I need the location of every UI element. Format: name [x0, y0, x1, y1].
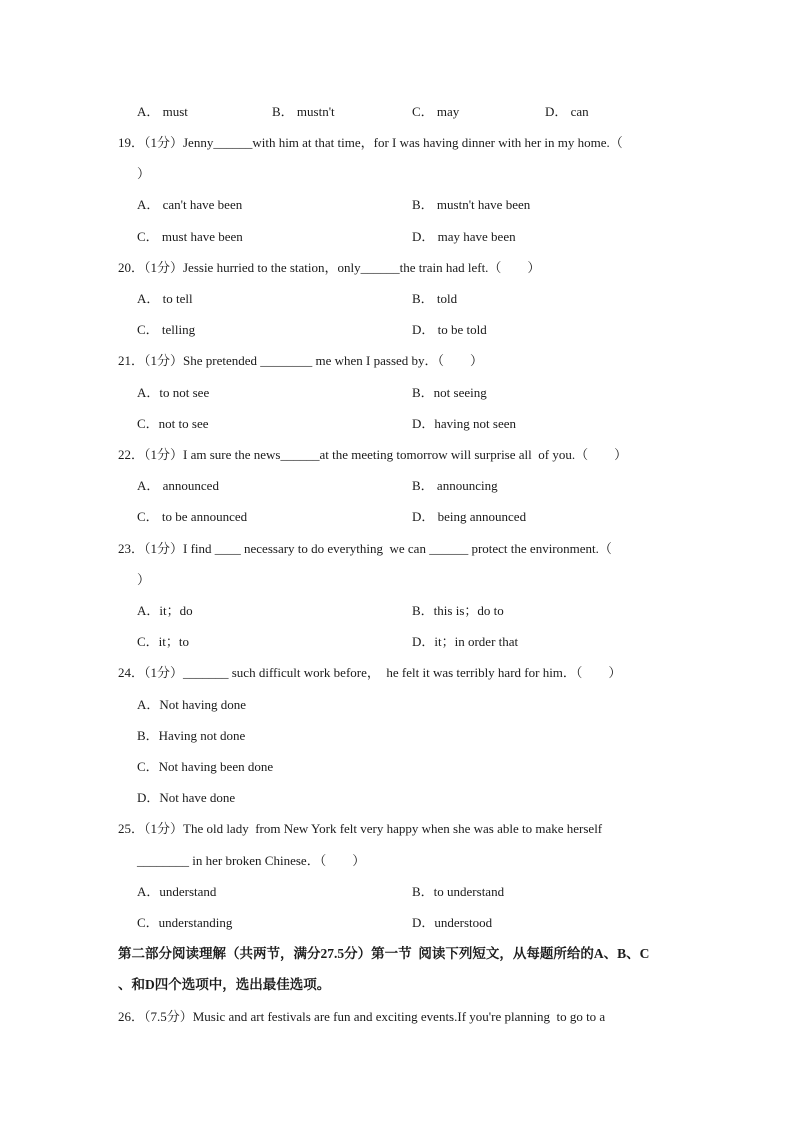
option-d: D． to be told [412, 322, 487, 337]
option-a: A．understand [137, 884, 217, 899]
option-b: B． told [412, 291, 458, 306]
option-d: D．Not have done [137, 790, 236, 805]
option-d: D． can [545, 104, 589, 119]
option-b: B． mustn't have been [412, 197, 531, 212]
option-a: A． must [137, 104, 188, 119]
option-c: C．understanding [137, 915, 233, 930]
option-b: B． mustn't [272, 104, 335, 119]
option-d: D． being announced [412, 509, 527, 524]
option-a: A．to not see [137, 385, 210, 400]
question-stem-cont: ） [137, 166, 151, 181]
question-stem: 25．（1分）The old lady from New York felt very happy when she was able to make herself [118, 821, 603, 836]
option-d: D．having not seen [412, 416, 516, 431]
option-d: D．it；in order that [412, 634, 519, 649]
option-d: D．understood [412, 915, 493, 930]
option-b: B．to understand [412, 884, 505, 899]
option-c: C．Not having been done [137, 759, 274, 774]
question-stem: 20．（1分）Jessie hurried to the station，only______the train had left.（ ） [118, 260, 541, 275]
question-stem: 19．（1分）Jenny______with him at that time，for I was having dinner with her in my home.（ [118, 135, 623, 150]
question-stem: 24．（1分）_______ such difficult work before， he felt it was terribly hard for him．（ ） [118, 665, 622, 680]
option-b: B．Having not done [137, 728, 246, 743]
option-b: B．not seeing [412, 385, 487, 400]
option-a: A． can't have been [137, 197, 243, 212]
question-stem: 23．（1分）I find ____ necessary to do everything we can ______ protect the environment.（ [118, 541, 612, 556]
option-c: C． must have been [137, 229, 243, 244]
question-stem-cont: ） [137, 572, 151, 587]
section-heading-line-2: 、和D四个选项中，选出最佳选项。 [118, 977, 331, 992]
option-a: A．Not having done [137, 697, 247, 712]
option-b: B． announcing [412, 478, 498, 493]
option-a: A． announced [137, 478, 219, 493]
option-c: C．it；to [137, 634, 190, 649]
option-c: C． to be announced [137, 509, 248, 524]
question-stem: 21．（1分）She pretended ________ me when I passed by．（ ） [118, 353, 484, 368]
option-a: A． to tell [137, 291, 193, 306]
option-b: B．this is；do to [412, 603, 504, 618]
question-stem: 22．（1分）I am sure the news______at the meeting tomorrow will surprise all of you.（ ） [118, 447, 628, 462]
option-d: D． may have been [412, 229, 516, 244]
question-26-stem: 26．（7.5分）Music and art festivals are fun and exciting events.If you're planning to go to a [118, 1009, 606, 1024]
option-a: A．it；do [137, 603, 193, 618]
option-c: C．not to see [137, 416, 209, 431]
question-stem-cont: ________ in her broken Chinese．（ ） [137, 853, 366, 868]
section-heading-line-1: 第二部分阅读理解（共两节，满分27.5分）第一节 阅读下列短文，从每题所给的A、B、C [118, 946, 650, 961]
option-c: C． may [412, 104, 460, 119]
option-c: C． telling [137, 322, 196, 337]
